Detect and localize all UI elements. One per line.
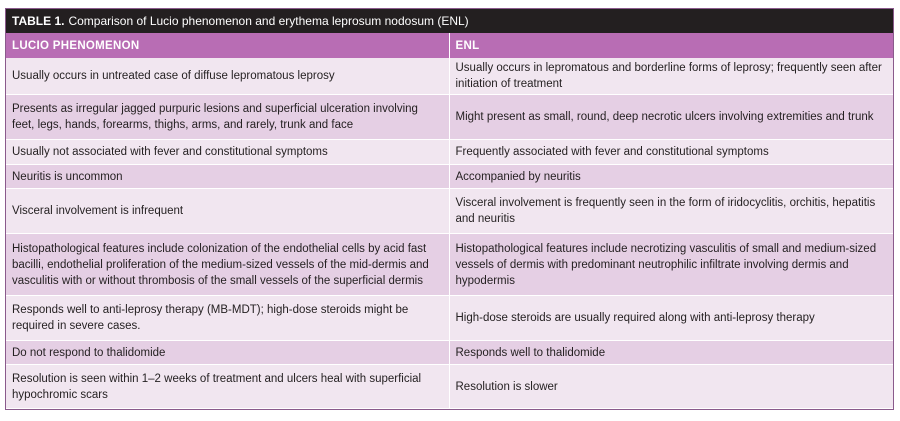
cell-lucio: Usually occurs in untreated case of diffuse lepromatous leprosy bbox=[6, 58, 449, 95]
cell-enl: Histopathological features include necrotizing vasculitis of small and medium-sized vessels of dermis with predominant neutrophilic infiltrate involving dermis and hypodermis bbox=[449, 234, 893, 296]
table-row bbox=[6, 140, 893, 165]
cell-lucio: Usually not associated with fever and constitutional symptoms bbox=[6, 140, 449, 165]
table-row bbox=[6, 234, 893, 296]
cell-enl: Frequently associated with fever and constitutional symptoms bbox=[449, 140, 893, 165]
table-row bbox=[6, 296, 893, 341]
cell-lucio: Do not respond to thalidomide bbox=[6, 341, 449, 365]
table-row bbox=[6, 341, 893, 365]
cell-enl: Accompanied by neuritis bbox=[449, 165, 893, 189]
cell-lucio: Presents as irregular jagged purpuric lesions and superficial ulceration involving feet, legs, hands, forearms, thighs, arms, and rarely, trunk and face bbox=[6, 95, 449, 140]
table-caption bbox=[6, 9, 893, 33]
cell-lucio: Responds well to anti-leprosy therapy (MB-MDT); high-dose steroids might be required in severe cases. bbox=[6, 296, 449, 341]
caption-label: TABLE 1. bbox=[12, 14, 65, 28]
header-row bbox=[6, 33, 893, 58]
table-row bbox=[6, 95, 893, 140]
caption-text: Comparison of Lucio phenomenon and erythema leprosum nodosum (ENL) bbox=[68, 14, 469, 28]
cell-enl: Usually occurs in lepromatous and borderline forms of leprosy; frequently seen after initiation of treatment bbox=[449, 58, 893, 95]
cell-enl: Visceral involvement is frequently seen in the form of iridocyclitis, orchitis, hepatitis and neuritis bbox=[449, 189, 893, 234]
cell-lucio: Neuritis is uncommon bbox=[6, 165, 449, 189]
table-grid bbox=[6, 33, 893, 409]
table-row bbox=[6, 365, 893, 409]
cell-enl: Responds well to thalidomide bbox=[449, 341, 893, 365]
cell-enl: Might present as small, round, deep necrotic ulcers involving extremities and trunk bbox=[449, 95, 893, 140]
cell-lucio: Visceral involvement is infrequent bbox=[6, 189, 449, 234]
cell-lucio: Resolution is seen within 1–2 weeks of treatment and ulcers heal with superficial hypochromic scars bbox=[6, 365, 449, 409]
table-row bbox=[6, 165, 893, 189]
table-row bbox=[6, 189, 893, 234]
cell-enl: Resolution is slower bbox=[449, 365, 893, 409]
cell-lucio: Histopathological features include colonization of the endothelial cells by acid fast bacilli, endothelial proliferation of the medium-sized vessels of the mid-dermis and vasculitis with or without thrombosis of the small vessels of the superficial dermis bbox=[6, 234, 449, 296]
cell-enl: High-dose steroids are usually required along with anti-leprosy therapy bbox=[449, 296, 893, 341]
table-row bbox=[6, 58, 893, 95]
comparison-table bbox=[5, 8, 894, 410]
column-header-lucio: LUCIO PHENOMENON bbox=[6, 33, 449, 58]
column-header-enl: ENL bbox=[449, 33, 893, 58]
